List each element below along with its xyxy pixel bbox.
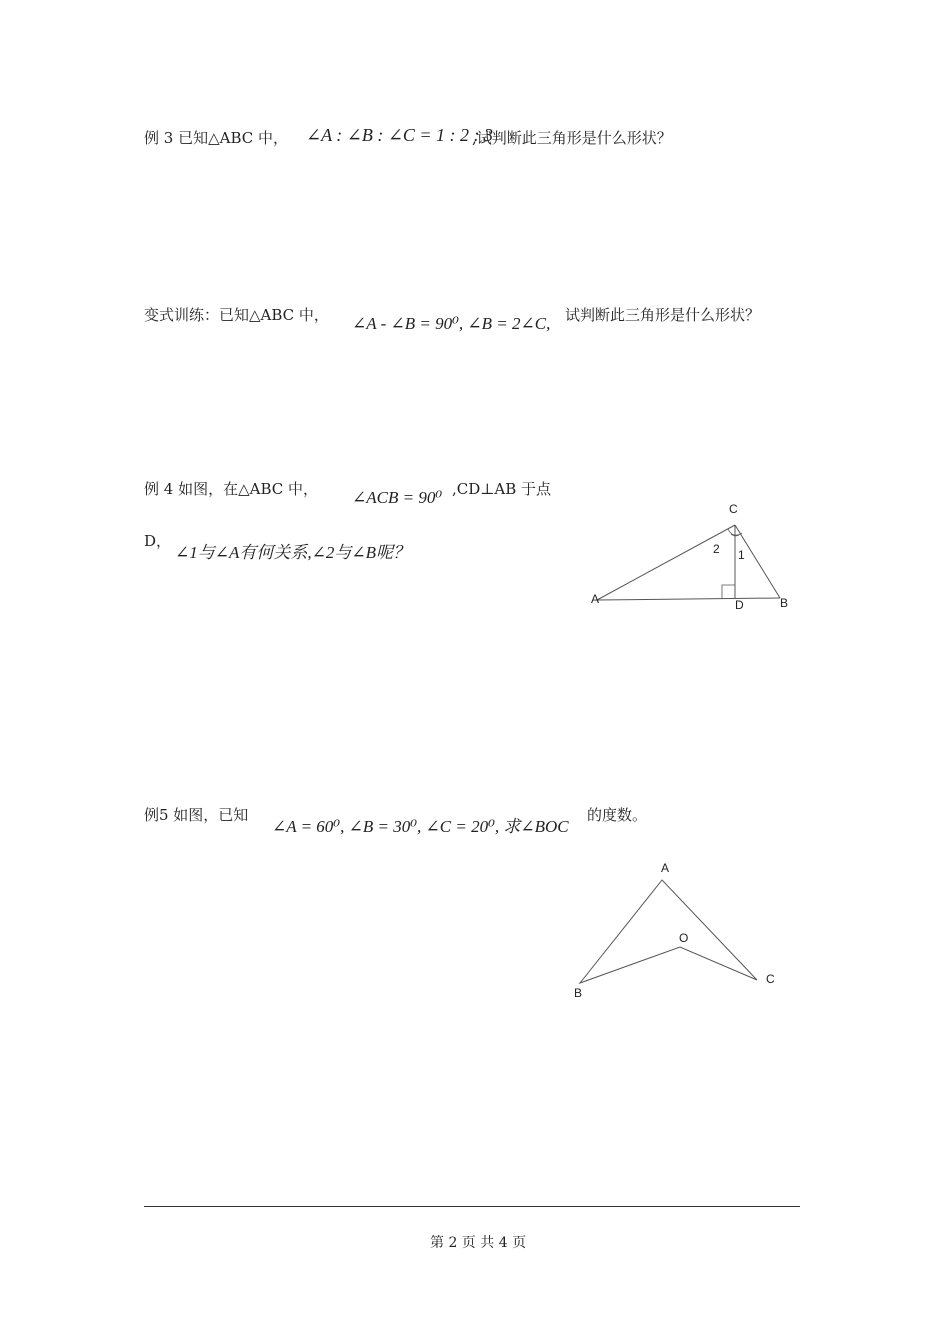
fig5-label-o: O bbox=[679, 931, 689, 945]
footer-divider bbox=[144, 1206, 800, 1207]
fig5-label-b: B bbox=[574, 986, 583, 1000]
example3-math: ∠A : ∠B : ∠C = 1 : 2 : 3 bbox=[306, 125, 494, 145]
example3-question: ,试判断此三角形是什么形状？ bbox=[472, 129, 672, 147]
page-number: 第 2 页 共 4 页 bbox=[430, 1235, 527, 1251]
example5-math: ∠A = 60⁰, ∠B = 30⁰, ∠C = 20⁰, 求∠BOC bbox=[272, 817, 569, 836]
example5-label: 例5 如图，已知 bbox=[144, 806, 249, 824]
example5-suffix: 的度数。 bbox=[587, 806, 648, 824]
fig4-label-c: C bbox=[729, 502, 738, 516]
fig4-label-d: D bbox=[735, 598, 744, 612]
fig4-label-b: B bbox=[780, 596, 789, 610]
variant-question: 试判断此三角形是什么形状？ bbox=[565, 306, 761, 324]
example4-math1: ∠ACB = 90⁰ bbox=[352, 488, 443, 507]
variant-math: ∠A - ∠B = 90⁰, ∠B = 2∠C, bbox=[352, 314, 551, 333]
example4-math2: ∠1与∠A有何关系,∠2与∠B呢？ bbox=[175, 543, 410, 562]
fig5-label-c: C bbox=[766, 972, 775, 986]
variant-label: 变式训练：已知△ABC 中， bbox=[144, 306, 329, 324]
example3-label: 例 3 已知△ABC 中， bbox=[144, 129, 288, 147]
fig4-label-2: 2 bbox=[713, 542, 720, 556]
quad-abo-c bbox=[580, 880, 757, 983]
fig4-label-a: A bbox=[591, 592, 600, 606]
fig4-label-1: 1 bbox=[738, 548, 745, 562]
fig5-label-a: A bbox=[661, 861, 670, 875]
example4-line2-start: D， bbox=[144, 532, 172, 550]
example4-text2: ,CD⊥AB 于点 bbox=[452, 480, 552, 498]
example4-label: 例 4 如图，在△ABC 中， bbox=[144, 480, 318, 498]
